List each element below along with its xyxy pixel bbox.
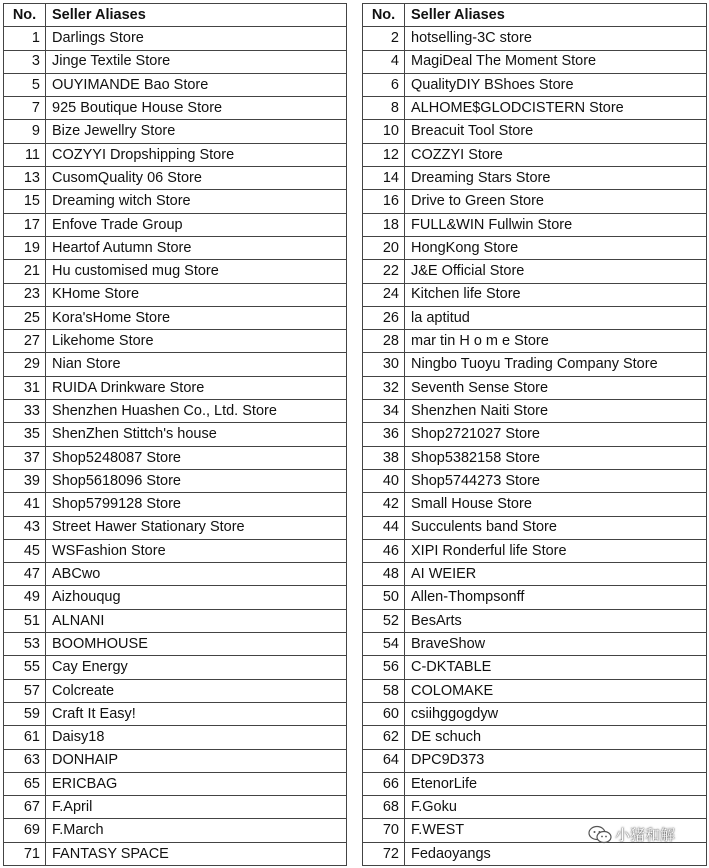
row-number: 51 bbox=[4, 609, 46, 632]
seller-alias: F.WEST bbox=[405, 819, 707, 842]
table-row bbox=[363, 469, 707, 492]
seller-alias: ABCwo bbox=[46, 563, 347, 586]
seller-alias: HongKong Store bbox=[405, 236, 707, 259]
seller-alias: J&E Official Store bbox=[405, 260, 707, 283]
table-row bbox=[4, 236, 347, 259]
row-number: 62 bbox=[363, 726, 405, 749]
seller-alias: 925 Boutique House Store bbox=[46, 97, 347, 120]
row-number: 5 bbox=[4, 73, 46, 96]
seller-alias: ALHOME$GLODCISTERN Store bbox=[405, 97, 707, 120]
seller-alias: CusomQuality 06 Store bbox=[46, 167, 347, 190]
table-row bbox=[4, 539, 347, 562]
table-row bbox=[363, 772, 707, 795]
row-number: 40 bbox=[363, 469, 405, 492]
table-row bbox=[363, 167, 707, 190]
row-number: 72 bbox=[363, 842, 405, 865]
row-number: 70 bbox=[363, 819, 405, 842]
table-row bbox=[363, 120, 707, 143]
row-number: 36 bbox=[363, 423, 405, 446]
row-number: 54 bbox=[363, 633, 405, 656]
row-number: 55 bbox=[4, 656, 46, 679]
header-seller-aliases: Seller Aliases bbox=[405, 4, 707, 27]
row-number: 64 bbox=[363, 749, 405, 772]
row-number: 33 bbox=[4, 400, 46, 423]
table-row bbox=[4, 400, 347, 423]
table-row bbox=[4, 679, 347, 702]
watermark-text: 小猪和解 bbox=[615, 827, 676, 844]
seller-alias: ALNANI bbox=[46, 609, 347, 632]
table-row bbox=[4, 213, 347, 236]
row-number: 23 bbox=[4, 283, 46, 306]
row-number: 32 bbox=[363, 376, 405, 399]
seller-alias: Likehome Store bbox=[46, 330, 347, 353]
seller-alias: Seventh Sense Store bbox=[405, 376, 707, 399]
seller-table-left bbox=[3, 3, 347, 866]
table-row bbox=[363, 749, 707, 772]
table-row bbox=[4, 97, 347, 120]
table-row bbox=[4, 306, 347, 329]
seller-alias: BraveShow bbox=[405, 633, 707, 656]
table-row bbox=[363, 400, 707, 423]
seller-alias: Shop5618096 Store bbox=[46, 469, 347, 492]
table-row bbox=[4, 50, 347, 73]
table-row bbox=[363, 306, 707, 329]
seller-alias: DONHAIP bbox=[46, 749, 347, 772]
row-number: 21 bbox=[4, 260, 46, 283]
row-number: 48 bbox=[363, 563, 405, 586]
table-row bbox=[363, 446, 707, 469]
table-row bbox=[4, 446, 347, 469]
table-row bbox=[363, 679, 707, 702]
table-row bbox=[363, 283, 707, 306]
table-row bbox=[363, 143, 707, 166]
table-row bbox=[4, 353, 347, 376]
row-number: 52 bbox=[363, 609, 405, 632]
table-row bbox=[4, 796, 347, 819]
seller-alias: Ningbo Tuoyu Trading Company Store bbox=[405, 353, 707, 376]
table-row bbox=[363, 190, 707, 213]
row-number: 16 bbox=[363, 190, 405, 213]
header-seller-aliases: Seller Aliases bbox=[46, 4, 347, 27]
table-row bbox=[4, 842, 347, 865]
table-row bbox=[363, 516, 707, 539]
row-number: 14 bbox=[363, 167, 405, 190]
seller-alias: Breacuit Tool Store bbox=[405, 120, 707, 143]
table-row bbox=[4, 609, 347, 632]
table-row bbox=[363, 236, 707, 259]
seller-alias: XIPI Ronderful life Store bbox=[405, 539, 707, 562]
table-row bbox=[4, 27, 347, 50]
seller-alias: Colcreate bbox=[46, 679, 347, 702]
table-row bbox=[4, 819, 347, 842]
table-row bbox=[363, 609, 707, 632]
row-number: 60 bbox=[363, 702, 405, 725]
row-number: 19 bbox=[4, 236, 46, 259]
seller-alias: hotselling-3C store bbox=[405, 27, 707, 50]
row-number: 41 bbox=[4, 493, 46, 516]
row-number: 2 bbox=[363, 27, 405, 50]
row-number: 39 bbox=[4, 469, 46, 492]
table-row bbox=[363, 423, 707, 446]
row-number: 17 bbox=[4, 213, 46, 236]
seller-alias: WSFashion Store bbox=[46, 539, 347, 562]
seller-alias: Shop5248087 Store bbox=[46, 446, 347, 469]
seller-alias: mar tin H o m e Store bbox=[405, 330, 707, 353]
row-number: 43 bbox=[4, 516, 46, 539]
seller-alias: KHome Store bbox=[46, 283, 347, 306]
seller-alias: DPC9D373 bbox=[405, 749, 707, 772]
table-row bbox=[363, 50, 707, 73]
header-row bbox=[363, 4, 707, 27]
table-row bbox=[4, 469, 347, 492]
table-row bbox=[4, 656, 347, 679]
row-number: 24 bbox=[363, 283, 405, 306]
seller-alias: FANTASY SPACE bbox=[46, 842, 347, 865]
table-row bbox=[4, 330, 347, 353]
row-number: 37 bbox=[4, 446, 46, 469]
row-number: 49 bbox=[4, 586, 46, 609]
row-number: 38 bbox=[363, 446, 405, 469]
seller-alias: BOOMHOUSE bbox=[46, 633, 347, 656]
header-no: No. bbox=[363, 4, 405, 27]
table-row bbox=[363, 97, 707, 120]
seller-alias: Street Hawer Stationary Store bbox=[46, 516, 347, 539]
row-number: 6 bbox=[363, 73, 405, 96]
seller-alias: Allen-Thompsonff bbox=[405, 586, 707, 609]
seller-alias: Shop5744273 Store bbox=[405, 469, 707, 492]
header-row bbox=[4, 4, 347, 27]
row-number: 44 bbox=[363, 516, 405, 539]
row-number: 11 bbox=[4, 143, 46, 166]
seller-alias: QualityDIY BShoes Store bbox=[405, 73, 707, 96]
seller-alias: Succulents band Store bbox=[405, 516, 707, 539]
table-row bbox=[4, 772, 347, 795]
seller-alias: OUYIMANDE Bao Store bbox=[46, 73, 347, 96]
row-number: 47 bbox=[4, 563, 46, 586]
table-row bbox=[4, 73, 347, 96]
seller-alias: Nian Store bbox=[46, 353, 347, 376]
seller-alias: Drive to Green Store bbox=[405, 190, 707, 213]
row-number: 1 bbox=[4, 27, 46, 50]
table-row bbox=[363, 633, 707, 656]
row-number: 27 bbox=[4, 330, 46, 353]
row-number: 69 bbox=[4, 819, 46, 842]
row-number: 31 bbox=[4, 376, 46, 399]
seller-alias: COZZYI Store bbox=[405, 143, 707, 166]
seller-alias: RUIDA Drinkware Store bbox=[46, 376, 347, 399]
table-row bbox=[4, 283, 347, 306]
seller-alias: DE schuch bbox=[405, 726, 707, 749]
row-number: 65 bbox=[4, 772, 46, 795]
table-row bbox=[4, 702, 347, 725]
seller-alias: C-DKTABLE bbox=[405, 656, 707, 679]
seller-alias: Jinge Textile Store bbox=[46, 50, 347, 73]
row-number: 22 bbox=[363, 260, 405, 283]
table-row bbox=[4, 749, 347, 772]
seller-alias: Bize Jewellry Store bbox=[46, 120, 347, 143]
row-number: 50 bbox=[363, 586, 405, 609]
row-number: 56 bbox=[363, 656, 405, 679]
header-no: No. bbox=[4, 4, 46, 27]
seller-alias: Enfove Trade Group bbox=[46, 213, 347, 236]
row-number: 7 bbox=[4, 97, 46, 120]
table-row bbox=[4, 190, 347, 213]
row-number: 42 bbox=[363, 493, 405, 516]
row-number: 59 bbox=[4, 702, 46, 725]
seller-alias: Daisy18 bbox=[46, 726, 347, 749]
row-number: 15 bbox=[4, 190, 46, 213]
seller-alias: F.April bbox=[46, 796, 347, 819]
seller-alias: MagiDeal The Moment Store bbox=[405, 50, 707, 73]
table-row bbox=[4, 633, 347, 656]
row-number: 34 bbox=[363, 400, 405, 423]
row-number: 71 bbox=[4, 842, 46, 865]
table-row bbox=[4, 376, 347, 399]
seller-alias: Cay Energy bbox=[46, 656, 347, 679]
row-number: 66 bbox=[363, 772, 405, 795]
table-row bbox=[4, 423, 347, 446]
row-number: 53 bbox=[4, 633, 46, 656]
seller-alias: Dreaming Stars Store bbox=[405, 167, 707, 190]
seller-alias: F.March bbox=[46, 819, 347, 842]
row-number: 3 bbox=[4, 50, 46, 73]
row-number: 30 bbox=[363, 353, 405, 376]
table-row bbox=[4, 167, 347, 190]
row-number: 58 bbox=[363, 679, 405, 702]
row-number: 25 bbox=[4, 306, 46, 329]
row-number: 68 bbox=[363, 796, 405, 819]
table-row bbox=[363, 260, 707, 283]
row-number: 63 bbox=[4, 749, 46, 772]
row-number: 10 bbox=[363, 120, 405, 143]
row-number: 46 bbox=[363, 539, 405, 562]
seller-alias: Shop2721027 Store bbox=[405, 423, 707, 446]
table-row bbox=[363, 586, 707, 609]
row-number: 61 bbox=[4, 726, 46, 749]
row-number: 12 bbox=[363, 143, 405, 166]
row-number: 26 bbox=[363, 306, 405, 329]
seller-alias: FULL&WIN Fullwin Store bbox=[405, 213, 707, 236]
row-number: 35 bbox=[4, 423, 46, 446]
table-row bbox=[363, 702, 707, 725]
table-row bbox=[363, 376, 707, 399]
table-row bbox=[4, 143, 347, 166]
table-row bbox=[4, 586, 347, 609]
seller-alias: la aptitud bbox=[405, 306, 707, 329]
table-row bbox=[4, 260, 347, 283]
seller-alias: csiihggogdyw bbox=[405, 702, 707, 725]
seller-alias: Darlings Store bbox=[46, 27, 347, 50]
table-row bbox=[363, 27, 707, 50]
wechat-icon bbox=[588, 825, 612, 845]
seller-alias: Shop5382158 Store bbox=[405, 446, 707, 469]
seller-alias: Kora'sHome Store bbox=[46, 306, 347, 329]
table-row bbox=[363, 656, 707, 679]
row-number: 18 bbox=[363, 213, 405, 236]
seller-alias: Aizhouqug bbox=[46, 586, 347, 609]
row-number: 4 bbox=[363, 50, 405, 73]
table-row bbox=[4, 120, 347, 143]
table-row bbox=[363, 539, 707, 562]
watermark bbox=[588, 824, 675, 845]
seller-alias: Shenzhen Naiti Store bbox=[405, 400, 707, 423]
table-row bbox=[363, 842, 707, 865]
seller-alias: Shenzhen Huashen Co., Ltd. Store bbox=[46, 400, 347, 423]
table-row bbox=[363, 796, 707, 819]
table-row bbox=[363, 563, 707, 586]
seller-alias: ShenZhen Stittch's house bbox=[46, 423, 347, 446]
seller-alias: F.Goku bbox=[405, 796, 707, 819]
seller-alias: COLOMAKE bbox=[405, 679, 707, 702]
table-row bbox=[363, 213, 707, 236]
seller-alias: Small House Store bbox=[405, 493, 707, 516]
seller-alias: ERICBAG bbox=[46, 772, 347, 795]
seller-alias: Dreaming witch Store bbox=[46, 190, 347, 213]
seller-alias: Craft It Easy! bbox=[46, 702, 347, 725]
row-number: 8 bbox=[363, 97, 405, 120]
table-row bbox=[363, 493, 707, 516]
table-row bbox=[363, 726, 707, 749]
table-row bbox=[4, 493, 347, 516]
seller-alias: Kitchen life Store bbox=[405, 283, 707, 306]
table-row bbox=[4, 726, 347, 749]
seller-alias: COZYYI Dropshipping Store bbox=[46, 143, 347, 166]
row-number: 9 bbox=[4, 120, 46, 143]
row-number: 45 bbox=[4, 539, 46, 562]
seller-alias: Heartof Autumn Store bbox=[46, 236, 347, 259]
seller-table-right bbox=[362, 3, 707, 866]
table-row bbox=[4, 516, 347, 539]
seller-alias: AI WEIER bbox=[405, 563, 707, 586]
table-row bbox=[363, 73, 707, 96]
seller-alias: Fedaoyangs bbox=[405, 842, 707, 865]
row-number: 67 bbox=[4, 796, 46, 819]
row-number: 13 bbox=[4, 167, 46, 190]
table-row bbox=[4, 563, 347, 586]
seller-alias: BesArts bbox=[405, 609, 707, 632]
row-number: 28 bbox=[363, 330, 405, 353]
seller-alias: Shop5799128 Store bbox=[46, 493, 347, 516]
table-row bbox=[363, 353, 707, 376]
row-number: 57 bbox=[4, 679, 46, 702]
seller-alias: EtenorLife bbox=[405, 772, 707, 795]
row-number: 20 bbox=[363, 236, 405, 259]
seller-alias: Hu customised mug Store bbox=[46, 260, 347, 283]
row-number: 29 bbox=[4, 353, 46, 376]
table-row bbox=[363, 330, 707, 353]
